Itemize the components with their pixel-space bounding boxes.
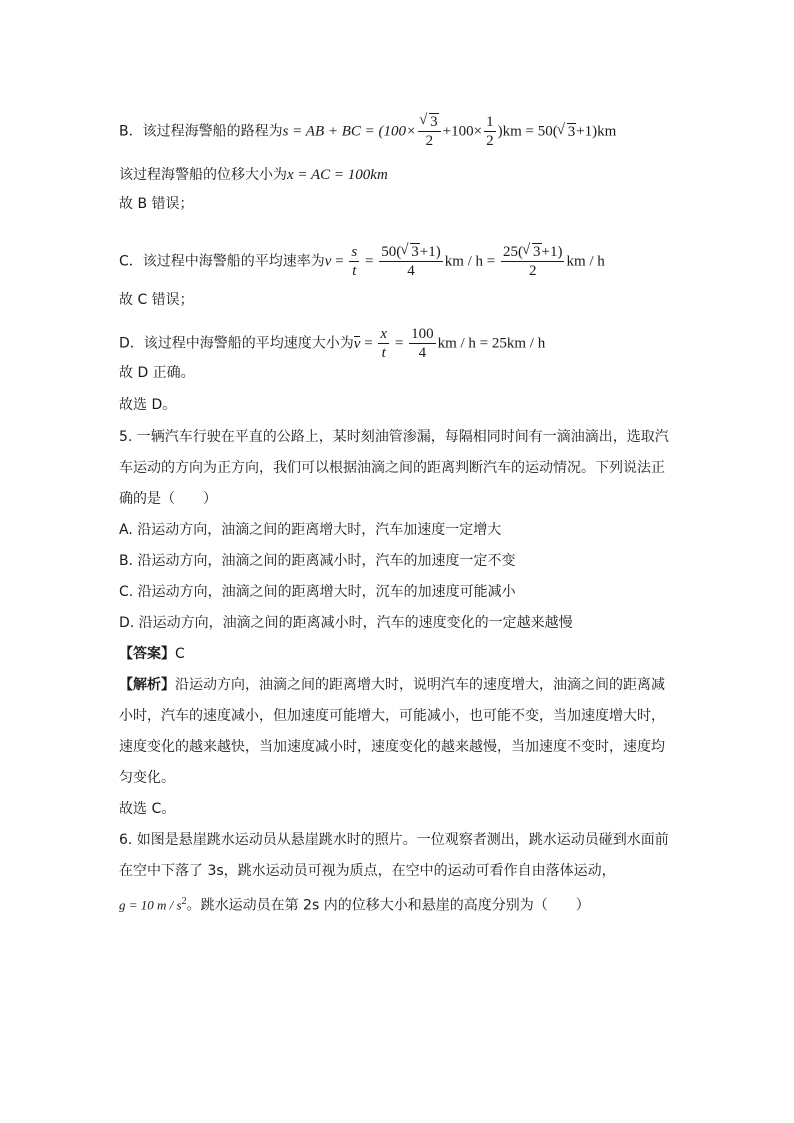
c-v: v [324, 253, 332, 270]
analysis-label: 【解析】 [119, 677, 175, 693]
q5-analysis-4: 匀变化。 [119, 770, 175, 786]
b-path-text: B．该过程海警船的路程为 [119, 123, 283, 140]
b-disp-line [119, 166, 388, 184]
b-disp-math: x = AC = 100km [287, 167, 388, 183]
q5-option-d: D. 沿运动方向，油滴之间的距离减小时，汽车的速度变化的一定越来越慢 [119, 615, 573, 631]
q6-line1: 6. 如图是悬崖跳水运动员从悬崖跳水时的照片。一位观察者测出，跳水运动员碰到水面前 [119, 832, 669, 848]
q5-line3: 确的是（ ） [119, 491, 217, 507]
q6-line2: 在空中下落了 3s，跳水运动员可视为质点，在空中的运动可看作自由落体运动， [119, 863, 616, 879]
b-path-eq2: )km = 50( [497, 123, 558, 140]
d-frac-x-t: $\frac{x}{t}$ [380, 326, 388, 361]
c-frac-50: $\frac{50(√ 3+1)}{4}$ [379, 243, 442, 280]
q5-line2: 车运动的方向为正方向，我们可以根据油滴之间的距离判断汽车的运动情况。下列说法正 [119, 460, 665, 476]
answer-value: C [175, 646, 185, 662]
q6-line3-text: 。跳水运动员在第 2s 内的位移大小和悬崖的高度分别为（ ） [186, 897, 590, 914]
c-frac-s-t: $\frac{s}{t}$ [351, 244, 358, 279]
d-eq1: = [360, 335, 377, 352]
c-eq2: = [361, 253, 378, 270]
b-path-plus100: +100× [442, 123, 483, 140]
select-d: 故选 D。 [119, 397, 177, 413]
b-disp-text: 该过程海警船的位移大小为 [119, 167, 287, 183]
analysis-text-1: 沿运动方向，油滴之间的距离增大时，说明汽车的速度增大，油滴之间的距离减 [175, 677, 665, 693]
q5-analysis-2: 小时，汽车的速度减小，但加速度可能增大，可能减小，也可能不变，当加速度增大时， [119, 708, 665, 724]
d-text: D．该过程中海警船的平均速度大小为 [119, 335, 354, 352]
c-wrong: 故 C 错误； [119, 292, 194, 308]
answer-label: 【答案】 [119, 646, 175, 662]
d-eq2: = [391, 335, 408, 352]
q5-answer [119, 645, 185, 663]
b-path-frac-sqrt3-2: √ $\frac{3}{2}$ [418, 113, 441, 150]
q5-option-a: A. 沿运动方向，油滴之间的距离增大时，汽车加速度一定增大 [119, 522, 502, 538]
b-wrong: 故 B 错误； [119, 196, 194, 212]
q5-analysis-3: 速度变化的越来越快，当加速度减小时，速度变化的越来越慢，当加速度不变时，速度均 [119, 739, 665, 755]
b-path-s: s [282, 123, 289, 140]
c-unit2: km / h [566, 253, 605, 270]
b-path-frac-half: $\frac{1}{2}$ [486, 114, 494, 149]
q6-g-exp: 2 [181, 896, 187, 907]
q5-select: 故选 C。 [119, 801, 176, 817]
d-line [119, 325, 545, 362]
d-vbar: v [353, 335, 361, 352]
d-correct: 故 D 正确。 [119, 365, 195, 381]
q6-g-math: g = 10 m / s [119, 897, 182, 913]
b-path-sqrt3b: √ 3 [558, 123, 577, 141]
q6-line3 [119, 893, 590, 915]
b-path-line [119, 113, 616, 150]
c-frac-25: $\frac{25(√ 3+1)}{2}$ [501, 243, 564, 280]
d-frac-100-4: $\frac{100}{4}$ [411, 326, 434, 361]
d-tail: km / h = 25km / h [437, 335, 546, 352]
b-path-tail: +1)km [576, 123, 617, 140]
c-line [119, 243, 605, 280]
q5-line1: 5. 一辆汽车行驶在平直的公路上，某时刻油管渗漏，每隔相同时间有一滴油滴出，选取汽 [119, 429, 669, 445]
b-path-eq1: = AB + BC = (100× [288, 123, 417, 140]
q5-option-c: C. 沿运动方向，油滴之间的距离增大时，沉车的加速度可能减小 [119, 584, 516, 600]
c-eq1: = [331, 253, 348, 270]
q5-option-b: B. 沿运动方向，油滴之间的距离减小时，汽车的加速度一定不变 [119, 553, 516, 569]
c-unit1: km / h = [444, 253, 499, 270]
c-text: C．该过程中海警船的平均速率为 [119, 253, 325, 270]
q5-analysis-1 [119, 676, 665, 694]
